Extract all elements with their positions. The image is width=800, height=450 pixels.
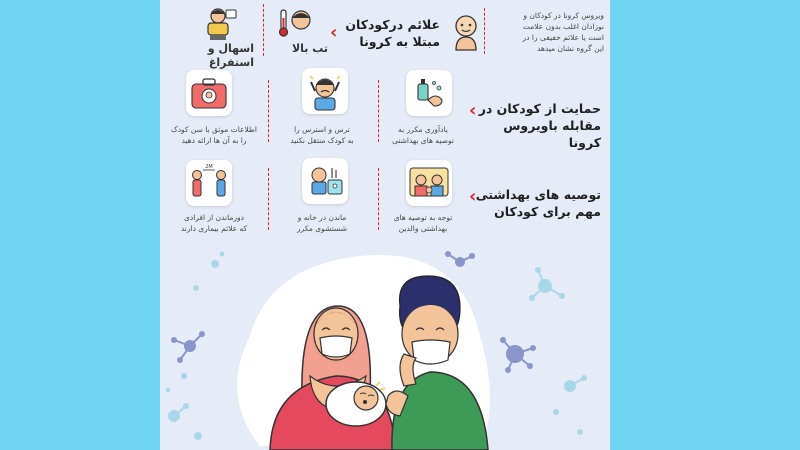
virus-icon xyxy=(529,267,565,301)
support-item1-text: یادآوری مکرر به توصیه های بهداشتی xyxy=(392,125,454,145)
baby-figure xyxy=(326,382,386,426)
virus-icon xyxy=(445,251,475,267)
section3-heading: توصیه های بهداشتی مهم برای کودکان xyxy=(475,187,601,219)
chevron-left-icon: ‹ xyxy=(469,100,477,121)
support-item2-text: ترس و استرس را به کودک منتقل نکنید xyxy=(290,125,354,145)
handwash-icon xyxy=(406,70,452,116)
stressed-person-icon xyxy=(302,68,348,114)
section2-heading: حمایت از کودکان در مقابله باویروس کرونا xyxy=(478,101,601,150)
chevron-left-icon: ‹ xyxy=(469,186,477,207)
divider xyxy=(484,8,485,54)
virus-icon xyxy=(166,373,202,440)
virus-icon xyxy=(500,337,536,373)
hygiene-item3-text: دورماندن از افرادی که علائم بیماری دارند xyxy=(180,213,248,233)
sick-person-icon xyxy=(200,6,240,42)
svg-text:2M: 2M xyxy=(205,164,213,170)
chevron-left-icon: ‹ xyxy=(330,22,338,43)
family-illustration xyxy=(160,236,610,450)
divider xyxy=(268,80,269,142)
virus-icon xyxy=(553,375,587,435)
divider xyxy=(268,168,269,230)
virus-icon xyxy=(193,252,225,292)
thermometer-icon xyxy=(275,6,315,40)
medical-kit-icon xyxy=(186,70,232,116)
infographic-poster xyxy=(160,0,610,450)
symptom-fever-label: تب بالا xyxy=(291,42,328,55)
family-icon xyxy=(406,160,452,206)
section1-heading: علائم درکودکان مبتلا به کرونا xyxy=(345,17,440,49)
hygiene-item1-text: توجه به توصیه های بهداشتی والدین xyxy=(393,213,453,233)
social-distance-icon xyxy=(186,160,232,206)
divider xyxy=(378,80,379,142)
symptom-vomiting-label: اسهال و استفراغ xyxy=(207,42,254,69)
washing-hands-icon xyxy=(302,158,348,204)
hygiene-item2-text: ماندن در خانه و شستشوی مکرر xyxy=(297,213,347,233)
divider xyxy=(263,4,264,56)
divider xyxy=(378,168,379,230)
support-item3-text: اطلاعات موثق با سن کودک را به آن ها ارائه دهید xyxy=(171,125,257,145)
virus-icon xyxy=(171,331,205,363)
intro-text: ویروس کرونا در کودکان و نوزادان اغلب بدون علامت است یا علائم خفیفی را در این گروه نشان میدهد xyxy=(522,11,604,53)
